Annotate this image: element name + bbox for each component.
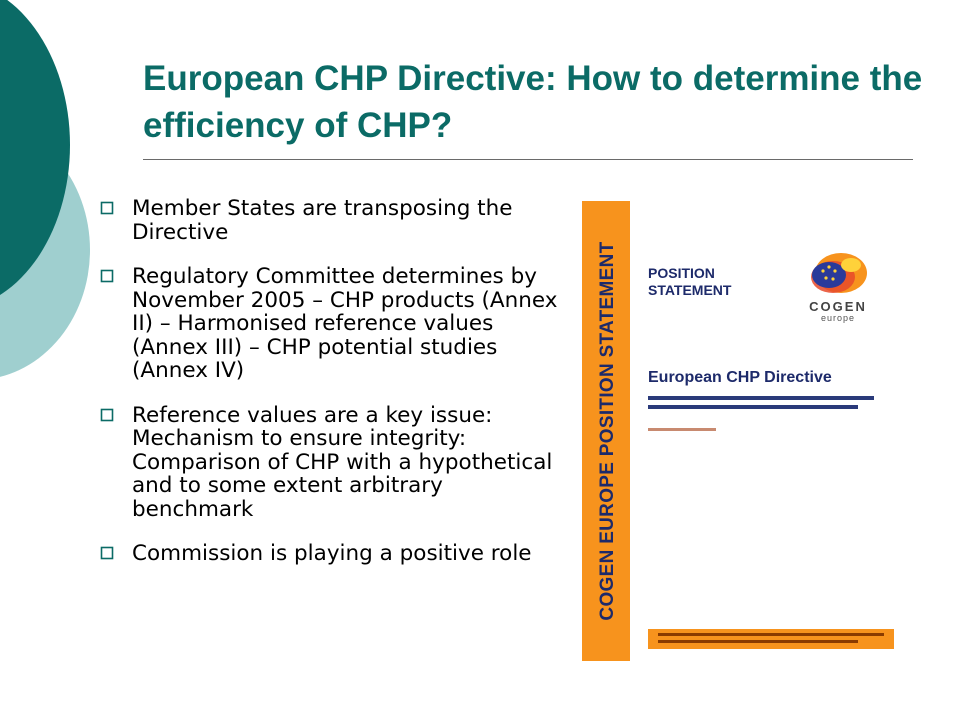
square-bullet-icon (100, 408, 114, 422)
cover-subtitle-line (648, 396, 874, 400)
cover-spine (582, 201, 630, 661)
bullet-list (100, 197, 570, 587)
slide-title: European CHP Directive: How to determine the efficiency of CHP? (143, 59, 923, 145)
square-bullet-icon (100, 269, 114, 283)
square-bullet-icon (100, 201, 114, 215)
title-divider (143, 159, 913, 160)
bullet-text: Reference values are a key issue: Mechanism to ensure integrity: Comparison of CHP with a hypothetical and to some extent arbitrary benchmark (132, 402, 553, 522)
cover-footer-band (648, 629, 894, 649)
logo-sub: europe (820, 313, 856, 323)
cover-title: European CHP Directive (648, 369, 832, 386)
cogen-logo (793, 247, 883, 327)
cover-subtitle-line (648, 405, 858, 409)
bullet-text: Regulatory Committee determines by November 2005 – CHP products (Annex II) – Harmonised reference values (Annex III) – CHP potential studies (Annex IV) (132, 264, 558, 383)
cover-date-line (648, 428, 716, 431)
position-statement-cover-image (578, 199, 902, 662)
bullet-item (100, 197, 570, 244)
spine-text: COGEN EUROPE POSITION STATEMENT (597, 241, 618, 621)
square-bullet-icon (100, 546, 114, 560)
bullet-item (100, 542, 570, 566)
cogen-logo-icon (793, 247, 883, 299)
bullet-text: Commission is playing a positive role (132, 541, 532, 566)
footer-text-line (658, 640, 858, 643)
footer-text-line (658, 633, 884, 636)
bullet-item (100, 265, 570, 383)
bullet-item (100, 404, 570, 522)
cover-heading: POSITION STATEMENT (648, 265, 732, 298)
bullet-text: Member States are transposing the Directive (132, 196, 513, 245)
logo-word: COGEN (809, 299, 867, 314)
